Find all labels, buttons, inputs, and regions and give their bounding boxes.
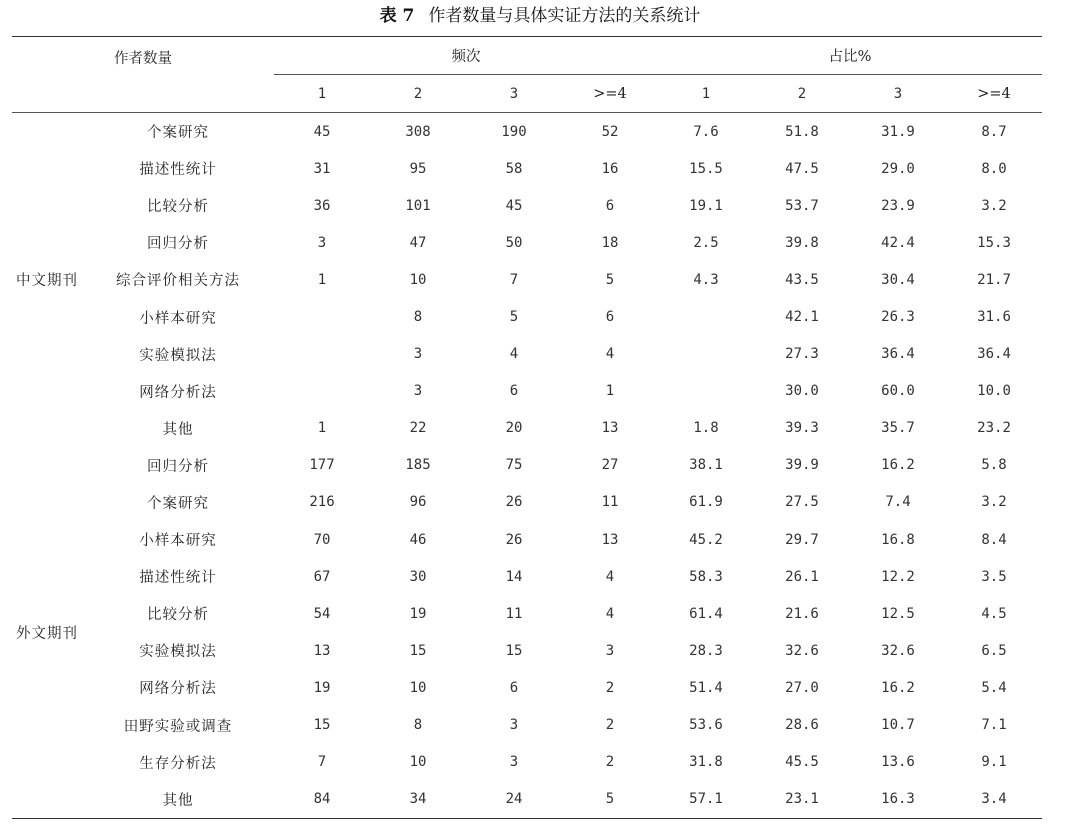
frequency-cell: 75 (505, 457, 523, 474)
percent-cell: 3.4 (981, 791, 1007, 808)
frequency-cell: 96 (409, 494, 427, 511)
frequency-cell: 4 (509, 346, 519, 363)
percent-cell: 21.6 (785, 605, 819, 622)
percent-cell: 3.5 (981, 568, 1007, 585)
percent-cell: 21.7 (977, 271, 1011, 288)
frequency-cell: 27 (601, 457, 619, 474)
col-header: 1 (701, 85, 711, 102)
frequency-cell: 177 (309, 457, 335, 474)
frequency-header: 频次 (274, 37, 658, 75)
percent-cell: 2.5 (693, 234, 719, 251)
stats-table (12, 36, 1042, 819)
frequency-cell: 95 (409, 160, 427, 177)
frequency-cell: 15 (313, 717, 331, 734)
percent-cell: 30.0 (785, 383, 819, 400)
table-row (12, 373, 1042, 410)
percent-cell: 36.4 (881, 346, 915, 363)
percent-header: 占比% (658, 37, 1042, 75)
percent-cell: 27.0 (785, 679, 819, 696)
table-row (12, 298, 1042, 335)
method-cell: 比较分析 (147, 199, 209, 216)
percent-cell: 47.5 (785, 160, 819, 177)
frequency-cell: 70 (313, 531, 331, 548)
header-row-1 (12, 37, 1042, 75)
percent-cell: 57.1 (689, 791, 723, 808)
frequency-cell: 58 (505, 160, 523, 177)
method-cell: 小样本研究 (139, 533, 217, 550)
percent-cell: 7.6 (693, 123, 719, 140)
frequency-cell: 6 (509, 679, 519, 696)
frequency-cell: 11 (601, 494, 619, 511)
method-cell: 田野实验或调查 (123, 718, 233, 735)
method-cell: 描述性统计 (139, 570, 217, 587)
percent-cell: 42.1 (785, 309, 819, 326)
table-row (12, 336, 1042, 373)
table-row (12, 150, 1042, 187)
frequency-cell: 185 (405, 457, 431, 474)
method-cell: 其他 (162, 421, 194, 438)
percent-cell: 6.5 (981, 642, 1007, 659)
table-row (12, 484, 1042, 521)
frequency-cell: 20 (505, 420, 523, 437)
frequency-cell: 5 (605, 271, 615, 288)
percent-cell: 31.8 (689, 754, 723, 771)
journal-group-label: 外文期刊 (12, 447, 82, 818)
journal-group-label: 中文期刊 (16, 273, 78, 290)
percent-cell: 12.5 (881, 605, 915, 622)
col-header: 2 (797, 85, 807, 102)
percent-cell: 4.5 (981, 605, 1007, 622)
frequency-cell: 50 (505, 234, 523, 251)
frequency-cell: 54 (313, 605, 331, 622)
percent-cell: 23.2 (977, 420, 1011, 437)
table-row (12, 261, 1042, 298)
frequency-cell: 2 (605, 679, 615, 696)
frequency-cell: 45 (505, 197, 523, 214)
table-body (12, 113, 1042, 819)
frequency-cell: 19 (409, 605, 427, 622)
table-row (12, 410, 1042, 447)
method-cell: 个案研究 (147, 495, 209, 512)
percent-cell: 5.8 (981, 457, 1007, 474)
percent-cell: 31.9 (881, 123, 915, 140)
percent-cell: 38.1 (689, 457, 723, 474)
percent-cell: 29.7 (785, 531, 819, 548)
frequency-cell: 36 (313, 197, 331, 214)
percent-cell: 8.0 (981, 160, 1007, 177)
frequency-cell: 2 (605, 754, 615, 771)
method-cell: 实验模拟法 (139, 644, 217, 661)
percent-cell: 51.4 (689, 679, 723, 696)
percent-cell: 26.1 (785, 568, 819, 585)
method-cell: 综合评价相关方法 (116, 273, 240, 290)
frequency-cell: 190 (501, 123, 527, 140)
percent-cell: 31.6 (977, 309, 1011, 326)
col-header: 3 (893, 85, 903, 102)
percent-cell: 61.4 (689, 605, 723, 622)
percent-cell: 8.7 (981, 123, 1007, 140)
method-cell: 网络分析法 (139, 681, 217, 698)
method-cell: 其他 (162, 792, 194, 809)
percent-cell: 60.0 (881, 383, 915, 400)
table-row (12, 447, 1042, 484)
frequency-cell: 45 (313, 123, 331, 140)
percent-cell: 10.7 (881, 717, 915, 734)
frequency-cell: 26 (505, 494, 523, 511)
method-cell: 个案研究 (147, 125, 209, 142)
percent-cell: 1.8 (693, 420, 719, 437)
method-cell: 生存分析法 (139, 755, 217, 772)
frequency-cell: 3 (413, 383, 423, 400)
percent-cell: 4.3 (693, 271, 719, 288)
percent-cell: 28.3 (689, 642, 723, 659)
frequency-cell: 31 (313, 160, 331, 177)
frequency-cell: 5 (605, 791, 615, 808)
percent-cell: 36.4 (977, 346, 1011, 363)
table-row (12, 187, 1042, 224)
percent-cell: 26.3 (881, 309, 915, 326)
frequency-cell: 3 (413, 346, 423, 363)
percent-cell: 3.2 (981, 494, 1007, 511)
percent-cell: 45.5 (785, 754, 819, 771)
frequency-cell: 1 (317, 420, 327, 437)
frequency-cell: 3 (509, 754, 519, 771)
percent-cell: 53.7 (785, 197, 819, 214)
frequency-cell: 30 (409, 568, 427, 585)
percent-cell: 27.3 (785, 346, 819, 363)
percent-cell: 35.7 (881, 420, 915, 437)
frequency-cell: 8 (413, 717, 423, 734)
method-cell: 比较分析 (147, 607, 209, 624)
percent-cell: 39.8 (785, 234, 819, 251)
table-row (12, 558, 1042, 595)
percent-cell: 19.1 (689, 197, 723, 214)
frequency-cell: 67 (313, 568, 331, 585)
percent-cell: 29.0 (881, 160, 915, 177)
percent-cell (658, 336, 754, 373)
method-cell: 回归分析 (147, 458, 209, 475)
frequency-cell: 18 (601, 234, 619, 251)
percent-cell: 45.2 (689, 531, 723, 548)
percent-cell: 58.3 (689, 568, 723, 585)
frequency-cell: 15 (505, 642, 523, 659)
percent-cell: 27.5 (785, 494, 819, 511)
percent-cell: 23.1 (785, 791, 819, 808)
frequency-cell: 6 (509, 383, 519, 400)
frequency-cell (274, 373, 370, 410)
method-cell: 回归分析 (147, 236, 209, 253)
frequency-cell: 10 (409, 271, 427, 288)
percent-cell: 16.2 (881, 457, 915, 474)
percent-cell: 32.6 (881, 642, 915, 659)
percent-cell: 28.6 (785, 717, 819, 734)
frequency-cell (274, 336, 370, 373)
method-cell: 小样本研究 (139, 310, 217, 327)
percent-cell: 3.2 (981, 197, 1007, 214)
percent-cell: 12.2 (881, 568, 915, 585)
percent-cell: 13.6 (881, 754, 915, 771)
frequency-cell: 6 (605, 197, 615, 214)
percent-cell: 23.9 (881, 197, 915, 214)
percent-cell: 15.5 (689, 160, 723, 177)
frequency-cell: 10 (409, 754, 427, 771)
frequency-cell: 4 (605, 605, 615, 622)
percent-cell: 53.6 (689, 717, 723, 734)
frequency-cell: 52 (601, 123, 619, 140)
table-caption-title: 作者数量与具体实证方法的关系统计 (428, 6, 701, 26)
percent-cell: 16.8 (881, 531, 915, 548)
frequency-cell: 3 (509, 717, 519, 734)
method-cell: 实验模拟法 (139, 347, 217, 364)
frequency-cell: 14 (505, 568, 523, 585)
frequency-cell: 5 (509, 309, 519, 326)
percent-cell: 30.4 (881, 271, 915, 288)
col-header: >=4 (593, 85, 627, 102)
col-header: 1 (317, 85, 327, 102)
frequency-cell: 6 (605, 309, 615, 326)
table-row (12, 595, 1042, 632)
frequency-cell: 3 (605, 642, 615, 659)
table-row (12, 744, 1042, 781)
table-row (12, 113, 1042, 151)
table-row (12, 669, 1042, 706)
percent-cell: 15.3 (977, 234, 1011, 251)
author-count-header: 作者数量 (12, 37, 274, 113)
percent-cell: 43.5 (785, 271, 819, 288)
frequency-cell: 4 (605, 568, 615, 585)
frequency-cell: 16 (601, 160, 619, 177)
method-cell: 描述性统计 (139, 162, 217, 179)
percent-cell: 5.4 (981, 679, 1007, 696)
frequency-cell: 1 (605, 383, 615, 400)
frequency-cell: 3 (317, 234, 327, 251)
table-row (12, 224, 1042, 261)
frequency-cell (274, 298, 370, 335)
percent-cell: 61.9 (689, 494, 723, 511)
frequency-cell: 22 (409, 420, 427, 437)
percent-cell: 39.3 (785, 420, 819, 437)
frequency-cell: 13 (601, 531, 619, 548)
table-caption-label: 表 7 (379, 6, 415, 26)
frequency-cell: 34 (409, 791, 427, 808)
frequency-cell: 46 (409, 531, 427, 548)
table-row (12, 521, 1042, 558)
method-cell: 网络分析法 (139, 384, 217, 401)
percent-cell: 51.8 (785, 123, 819, 140)
col-header: 3 (509, 85, 519, 102)
frequency-cell: 4 (605, 346, 615, 363)
table-caption (0, 4, 1080, 28)
frequency-cell: 13 (313, 642, 331, 659)
percent-cell: 32.6 (785, 642, 819, 659)
frequency-cell: 1 (317, 271, 327, 288)
frequency-cell: 24 (505, 791, 523, 808)
frequency-cell: 7 (509, 271, 519, 288)
frequency-cell: 11 (505, 605, 523, 622)
percent-cell: 16.2 (881, 679, 915, 696)
frequency-cell: 2 (605, 717, 615, 734)
percent-cell (658, 373, 754, 410)
frequency-cell: 19 (313, 679, 331, 696)
col-header: 2 (413, 85, 423, 102)
frequency-cell: 26 (505, 531, 523, 548)
frequency-cell: 216 (309, 494, 335, 511)
frequency-cell: 8 (413, 309, 423, 326)
frequency-cell: 47 (409, 234, 427, 251)
frequency-cell: 308 (405, 123, 431, 140)
table-row (12, 707, 1042, 744)
frequency-cell: 10 (409, 679, 427, 696)
col-header: >=4 (977, 85, 1011, 102)
table-row (12, 781, 1042, 819)
frequency-cell: 15 (409, 642, 427, 659)
frequency-cell: 7 (317, 754, 327, 771)
percent-cell: 8.4 (981, 531, 1007, 548)
percent-cell: 7.4 (885, 494, 911, 511)
frequency-cell: 13 (601, 420, 619, 437)
percent-cell: 42.4 (881, 234, 915, 251)
percent-cell: 39.9 (785, 457, 819, 474)
percent-cell (658, 298, 754, 335)
percent-cell: 7.1 (981, 717, 1007, 734)
frequency-cell: 84 (313, 791, 331, 808)
percent-cell: 10.0 (977, 383, 1011, 400)
percent-cell: 16.3 (881, 791, 915, 808)
percent-cell: 9.1 (981, 754, 1007, 771)
frequency-cell: 101 (405, 197, 431, 214)
table-row (12, 632, 1042, 669)
